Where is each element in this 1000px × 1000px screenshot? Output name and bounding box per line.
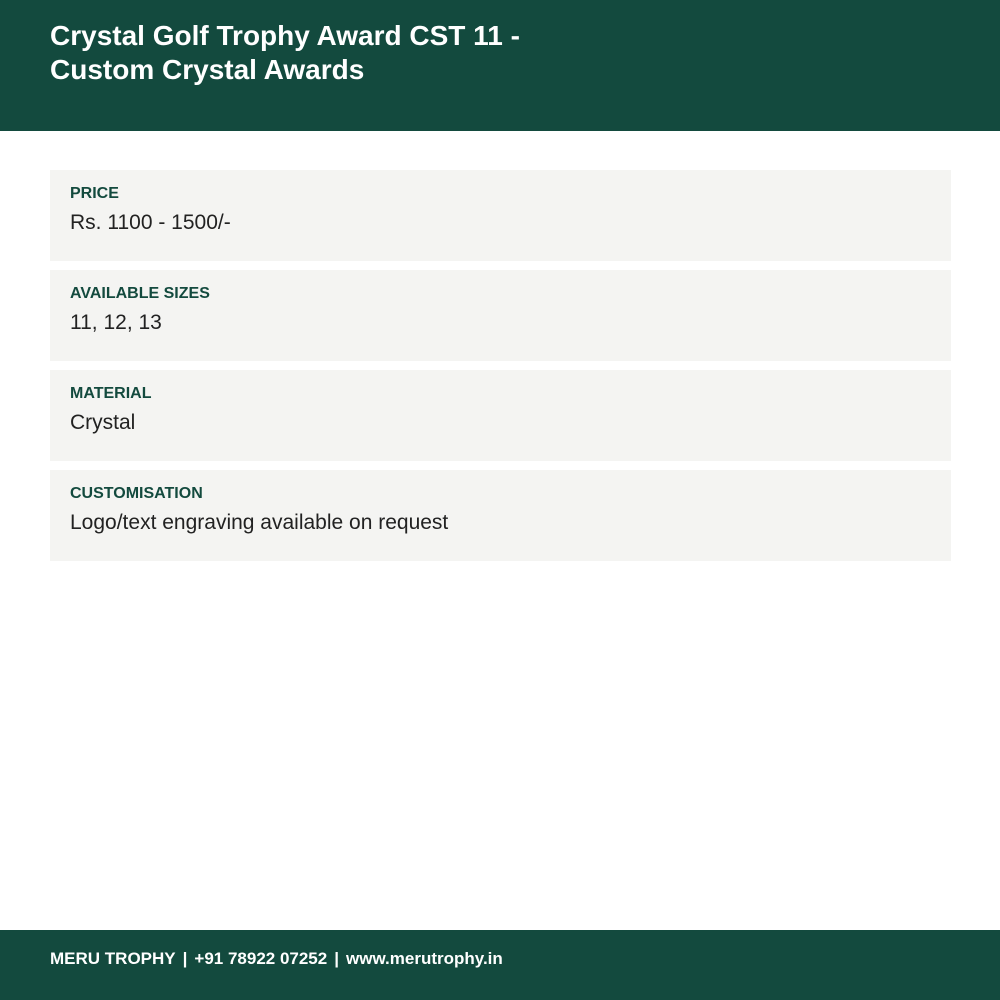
footer-phone: +91 78922 07252 [194, 949, 328, 968]
spec-value-customisation: Logo/text engraving available on request [70, 511, 449, 534]
spec-label-material: MATERIAL [70, 385, 152, 402]
footer-brand: MERU TROPHY [50, 949, 176, 968]
spec-label-customisation: CUSTOMISATION [70, 485, 203, 502]
header-bar [0, 0, 1000, 131]
spec-label-price: PRICE [70, 185, 119, 202]
page-title: Crystal Golf Trophy Award CST 11 - Custom Crystal Awards [50, 20, 520, 85]
spec-value-sizes: 11, 12, 13 [70, 311, 162, 334]
spec-label-sizes: AVAILABLE SIZES [70, 285, 210, 302]
spec-value-material: Crystal [70, 411, 136, 434]
spec-card-price [50, 170, 951, 261]
spec-list [50, 170, 951, 570]
spec-card-customisation [50, 470, 951, 561]
footer-website: www.merutrophy.in [346, 949, 503, 968]
spec-value-price: Rs. 1100 - 1500/- [70, 211, 231, 234]
footer-contact-line [50, 948, 503, 970]
spec-card-material [50, 370, 951, 461]
footer-separator: | [182, 949, 188, 968]
footer-bar [0, 930, 1000, 1000]
spec-card-sizes [50, 270, 951, 361]
footer-separator: | [334, 949, 339, 968]
